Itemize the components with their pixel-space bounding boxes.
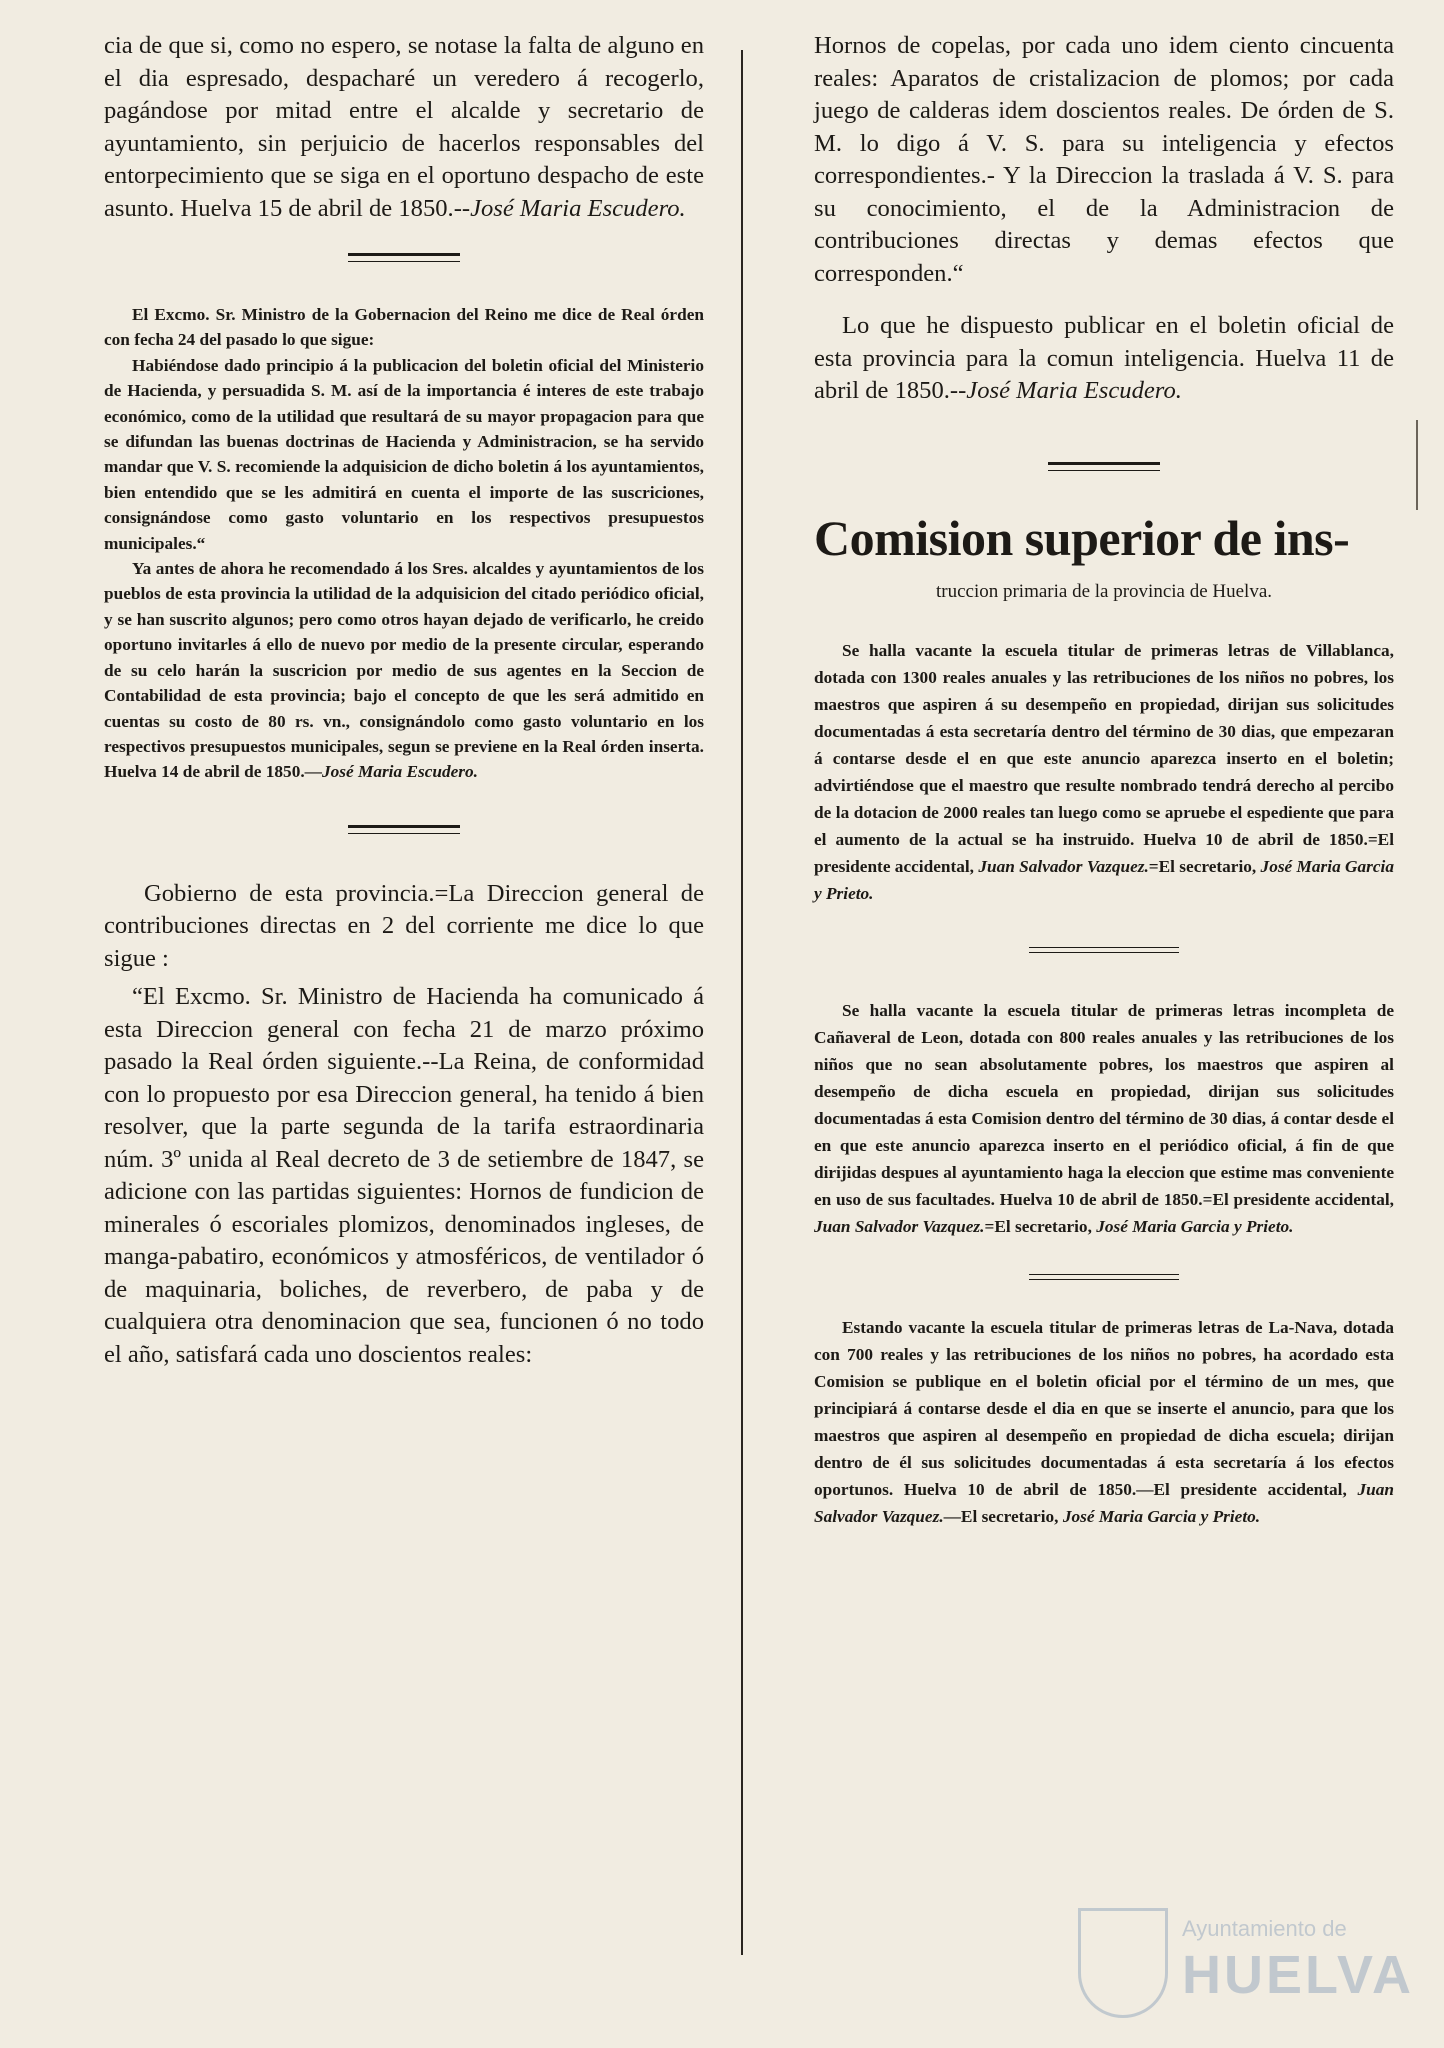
- signature: José Maria Escudero.: [321, 762, 478, 782]
- secretary-name: José Maria Garcia y Prieto.: [814, 856, 1394, 903]
- left-paragraph-2-body2: Ya antes de ahora he recomendado á los Sres. alcaldes y ayuntamientos de los pueblos de esta provincia la utilidad de la adquisicion del citado periódico oficial, y se han suscrito algunos; pero como otros hayan dejado de verificarlo, he creido oportuno invitarles á ello de nuevo por medio de la presente circular, esperando de su celo harán la suscricion por medio de sus agentes en la Seccion de Contabilidad de esta provincia; bajo el concepto de que les será admitido en cuentas su costo de 80 rs. vn., consignándolo como gasto voluntario en los respectivos presupuestos municipales, segun se previene en la Real órden inserta. Huelva 14 de abril de 1850.—José Maria Escudero.: [104, 559, 704, 782]
- column-divider: [741, 50, 743, 1955]
- section-subheading: truccion primaria de la provincia de Huelva.: [935, 580, 1273, 602]
- edge-mark: [1416, 420, 1418, 510]
- notice-canaveral: Se halla vacante la escuela titular de primeras letras incompleta de Cañaveral de Leon, dotada con 800 reales anuales y las retribuciones de los niños que no sean absolutamente pobres, los maestros que aspiren al desempeño de dicha escuela en propiedad, dirijan sus solicitudes documentadas á esta Comision dentro del término de 30 dias, á contar desde el en que este anuncio aparezca inserto en el periódico oficial, á fin de que dirijidas despues al ayuntamiento haga la eleccion que estime mas conveniente en uso de sus facultades. Huelva 10 de abril de 1850.=El presidente accidental, Juan Salvador Vazquez.=El secretario, José Maria Garcia y Prieto.: [814, 1000, 1394, 1236]
- archive-watermark: [1078, 1908, 1414, 2018]
- left-paragraph-3-intro: Gobierno de esta provincia.=La Direccion general de contribuciones directas en 2 del corriente me dice lo que sigue :: [104, 879, 704, 972]
- signature: José Maria Escudero.: [966, 377, 1182, 404]
- left-column: [104, 0, 704, 1371]
- left-paragraph-2-body: Habiéndose dado principio á la publicacion del boletin oficial del Ministerio de Hacienda, y persuadida S. M. así de la importancia é interes de este trabajo económico, como de la utilidad que resultará de su mayor propagacion para que se difundan las buenas doctrinas de Hacienda y Administracion, se ha servido mandar que V. S. recomiende la adquisicion de dicho boletin á los ayuntamientos, bien entendido que se les admitirá en cuenta el importe de las suscriciones, consignándose como gasto voluntario en los respectivos presupuestos municipales.“: [104, 355, 704, 553]
- left-paragraph-1: cia de que si, como no espero, se notase la falta de alguno en el dia espresado, despacharé un veredero á recogerlo, pagándose por mitad entre el alcalde y secretario de ayuntamiento, sin perjuicio de hacerlos responsables del entorpecimiento que se siga en el oportuno despacho de este asunto. Huelva 15 de abril de 1850.--José Maria Escudero.: [104, 32, 704, 222]
- separator-rule: [1029, 947, 1179, 953]
- separator-rule: [1048, 462, 1160, 471]
- watermark-line2: HUELVA: [1182, 1945, 1414, 2005]
- right-paragraph-2: Lo que he dispuesto publicar en el boletin oficial de esta provincia para la comun inteligencia. Huelva 11 de abril de 1850.--José Maria Escudero.: [814, 312, 1394, 404]
- right-paragraph-1: Hornos de copelas, por cada uno idem ciento cincuenta reales: Aparatos de cristalizacion de plomos; por cada juego de calderas idem doscientos reales. De órden de S. M. lo digo á V. S. para su inteligencia y efectos correspondientes.- Y la Direccion la traslada á V. S. para su conocimiento, el de la Administracion de contribuciones directas y demas efectos que corresponden.“: [814, 32, 1394, 287]
- president-name: Juan Salvador Vazquez.: [978, 856, 1149, 876]
- left-paragraph-2-intro: El Excmo. Sr. Ministro de la Gobernacion del Reino me dice de Real órden con fecha 24 del pasado lo que sigue:: [104, 305, 704, 350]
- secretary-name: José Maria Garcia y Prieto.: [1062, 1506, 1261, 1526]
- separator-rule: [348, 253, 460, 262]
- right-column: [814, 0, 1394, 1530]
- signature: José Maria Escudero.: [470, 194, 686, 222]
- secretary-name: José Maria Garcia y Prieto.: [1096, 1216, 1294, 1236]
- watermark-line1: Ayuntamiento de: [1182, 1916, 1347, 1941]
- notice-la-nava: Estando vacante la escuela titular de primeras letras de La-Nava, dotada con 700 reales y las retribuciones de los niños no pobres, ha acordado esta Comision se publique en el boletin oficial por el término de un mes, que principiará á contarse desde el dia en que se inserte el anuncio, para que los maestros que aspiren al desempeño en propiedad de dicha escuela; dirijan dentro de él sus solicitudes documentadas á esta secretaría á los efectos oportunos. Huelva 10 de abril de 1850.—El presidente accidental, Juan Salvador Vazquez.—El secretario, José Maria Garcia y Prieto.: [814, 1317, 1394, 1526]
- separator-rule: [348, 825, 460, 834]
- separator-rule: [1029, 1274, 1179, 1280]
- notice-villablanca: Se halla vacante la escuela titular de primeras letras de Villablanca, dotada con 1300 reales anuales y las retribuciones de los niños no pobres, los maestros que aspiren á su desempeño en propiedad, dirijan sus solicitudes documentadas á esta secretaría dentro del término de 30 dias, que empezaran á contarse desde el en que este anuncio aparezca inserto en el boletin; advirtiéndose que el maestro que resulte nombrado tendrá derecho al percibo de la dotacion de 2000 reales tan luego como se apruebe el espediente que para el aumento de la actual se ha instruido. Huelva 10 de abril de 1850.=El presidente accidental, Juan Salvador Vazquez.=El secretario, José Maria Garcia y Prieto.: [814, 640, 1394, 903]
- section-heading: Comision superior de ins-: [814, 509, 1350, 566]
- coat-of-arms-icon: [1078, 1908, 1168, 2018]
- left-paragraph-3-body: “El Excmo. Sr. Ministro de Hacienda ha comunicado á esta Direccion general con fecha 21 de marzo próximo pasado la Real órden siguiente.--La Reina, de conformidad con lo propuesto por esa Direccion general, ha tenido á bien resolver, que la parte segunda de la tarifa estraordinaria núm. 3º unida al Real decreto de 3 de setiembre de 1847, se adicione con las partidas siguientes: Hornos de fundicion de minerales ó escoriales plomizos, denominados ingleses, de manga-pabatiro, económicos y atmosféricos, de ventilador ó de maquinaria, boliches, de reverbero, de paba y de cualquiera otra denominacion que sea, funcionen ó no todo el año, satisfará cada uno doscientos reales:: [104, 983, 704, 1368]
- president-name: Juan Salvador Vazquez.: [814, 1216, 985, 1236]
- president-name: Juan Salvador Vazquez.: [814, 1479, 1394, 1526]
